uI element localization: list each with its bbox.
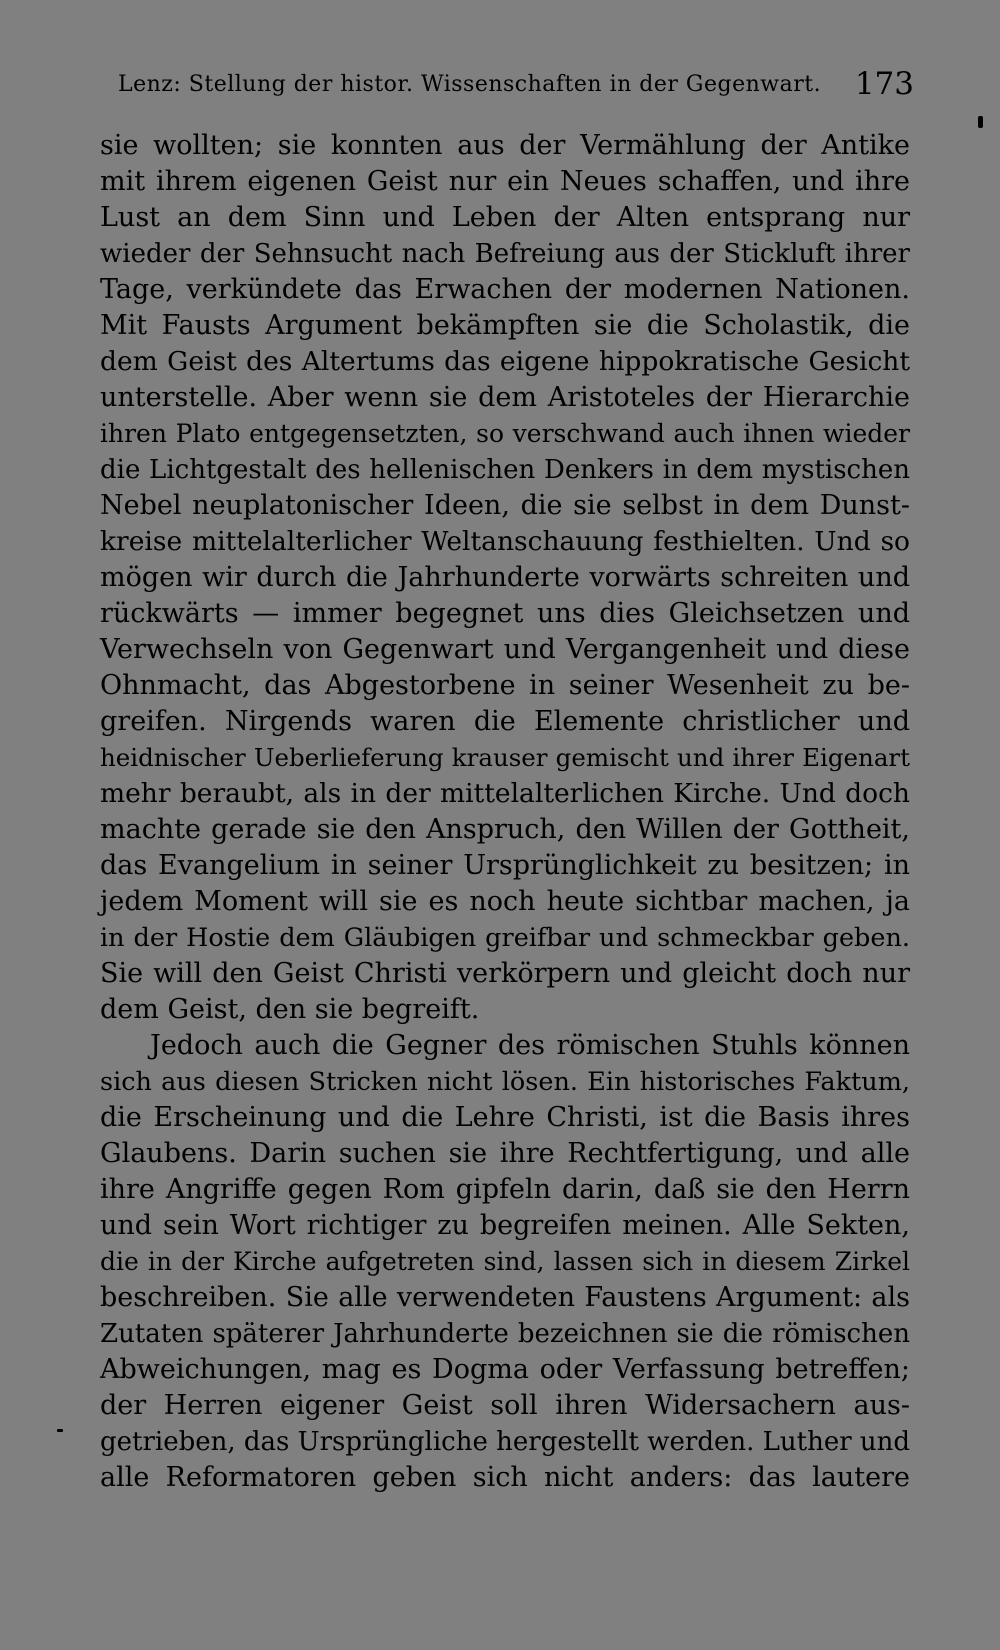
text-line: Jedoch auch die Gegner des römischen Stuhls können (150, 1030, 910, 1061)
text-line: Ohnmacht, das Abgestorbene in seiner Wesenheit zu be- (100, 670, 910, 701)
text-line: alle Reformatoren geben sich nicht anders: das lautere (100, 1462, 910, 1493)
text-line: rückwärts — immer begegnet uns dies Gleichsetzen und (100, 598, 910, 629)
text-line: die in der Kirche aufgetreten sind, lassen sich in diesem Zirkel (100, 1247, 910, 1276)
text-line: Tage, verkündete das Erwachen der modernen Nationen. (100, 274, 910, 305)
text-line: dem Geist des Altertums das eigene hippokratische Gesicht (100, 346, 910, 377)
text-line: die Erscheinung und die Lehre Christi, ist die Basis ihres (100, 1102, 910, 1133)
text-line: dem Geist, den sie begreift. (100, 994, 480, 1025)
text-line: Glaubens. Darin suchen sie ihre Rechtfertigung, und alle (100, 1138, 910, 1169)
text-line: getrieben, das Ursprüngliche hergestellt werden. Luther und (100, 1427, 911, 1457)
text-line: unterstelle. Aber wenn sie dem Aristoteles der Hierarchie (100, 382, 910, 413)
text-line: ihre Angriffe gegen Rom gipfeln darin, daß sie den Herrn (100, 1174, 910, 1205)
text-line: sie wollten; sie konnten aus der Vermählung der Antike (100, 130, 910, 161)
text-line: Nebel neuplatonischer Ideen, die sie selbst in dem Dunst- (100, 490, 910, 521)
text-line: mit ihrem eigenen Geist nur ein Neues schaffen, und ihre (100, 166, 910, 197)
running-title: Lenz: Stellung der histor. Wissenschaften in der Gegenwart. (118, 72, 822, 97)
text-line: Zutaten späterer Jahrhunderte bezeichnen sie die römischen (100, 1319, 910, 1349)
text-line: mehr beraubt, als in der mittelalterlichen Kirche. Und doch (100, 778, 910, 809)
page-number: 173 (854, 66, 914, 102)
text-line: machte gerade sie den Anspruch, den Willen der Gottheit, (100, 814, 910, 845)
text-line: beschreiben. Sie alle verwendeten Faustens Argument: als (100, 1282, 910, 1313)
ink-speck (57, 1429, 63, 1432)
text-line: und sein Wort richtiger zu begreifen meinen. Alle Sekten, (100, 1210, 910, 1241)
text-line: wieder der Sehnsucht nach Befreiung aus der Stickluft ihrer (100, 239, 910, 269)
running-header (118, 66, 918, 106)
text-line: das Evangelium in seiner Ursprünglichkeit zu besitzen; in (100, 850, 910, 881)
text-line: Abweichungen, mag es Dogma oder Verfassung betreffen; (100, 1354, 910, 1385)
text-line: in der Hostie dem Gläubigen greifbar und schmeckbar geben. (100, 923, 910, 953)
text-line: greifen. Nirgends waren die Elemente christlicher und (100, 706, 910, 737)
text-line: heidnischer Ueberlieferung krauser gemischt und ihrer Eigenart (100, 743, 910, 772)
text-line: mögen wir durch die Jahrhunderte vorwärts schreiten und (100, 562, 910, 593)
ink-speck (978, 116, 983, 128)
text-line: die Lichtgestalt des hellenischen Denkers in dem mystischen (100, 455, 910, 485)
text-line: Verwechseln von Gegenwart und Vergangenheit und diese (100, 634, 910, 665)
text-line: kreise mittelalterlicher Weltanschauung festhielten. Und so (100, 526, 910, 557)
text-line: der Herren eigener Geist soll ihren Widersachern aus- (100, 1390, 910, 1421)
text-line: ihren Plato entgegensetzten, so verschwand auch ihnen wieder (100, 419, 910, 448)
text-line: jedem Moment will sie es noch heute sichtbar machen, ja (100, 886, 910, 917)
text-line: sich aus diesen Stricken nicht lösen. Ein historisches Faktum, (100, 1067, 910, 1097)
body-text (100, 128, 910, 1496)
text-line: Sie will den Geist Christi verkörpern und gleicht doch nur (100, 958, 910, 989)
text-line: Lust an dem Sinn und Leben der Alten entsprang nur (100, 202, 910, 233)
text-line: Mit Fausts Argument bekämpften sie die Scholastik, die (100, 310, 910, 341)
